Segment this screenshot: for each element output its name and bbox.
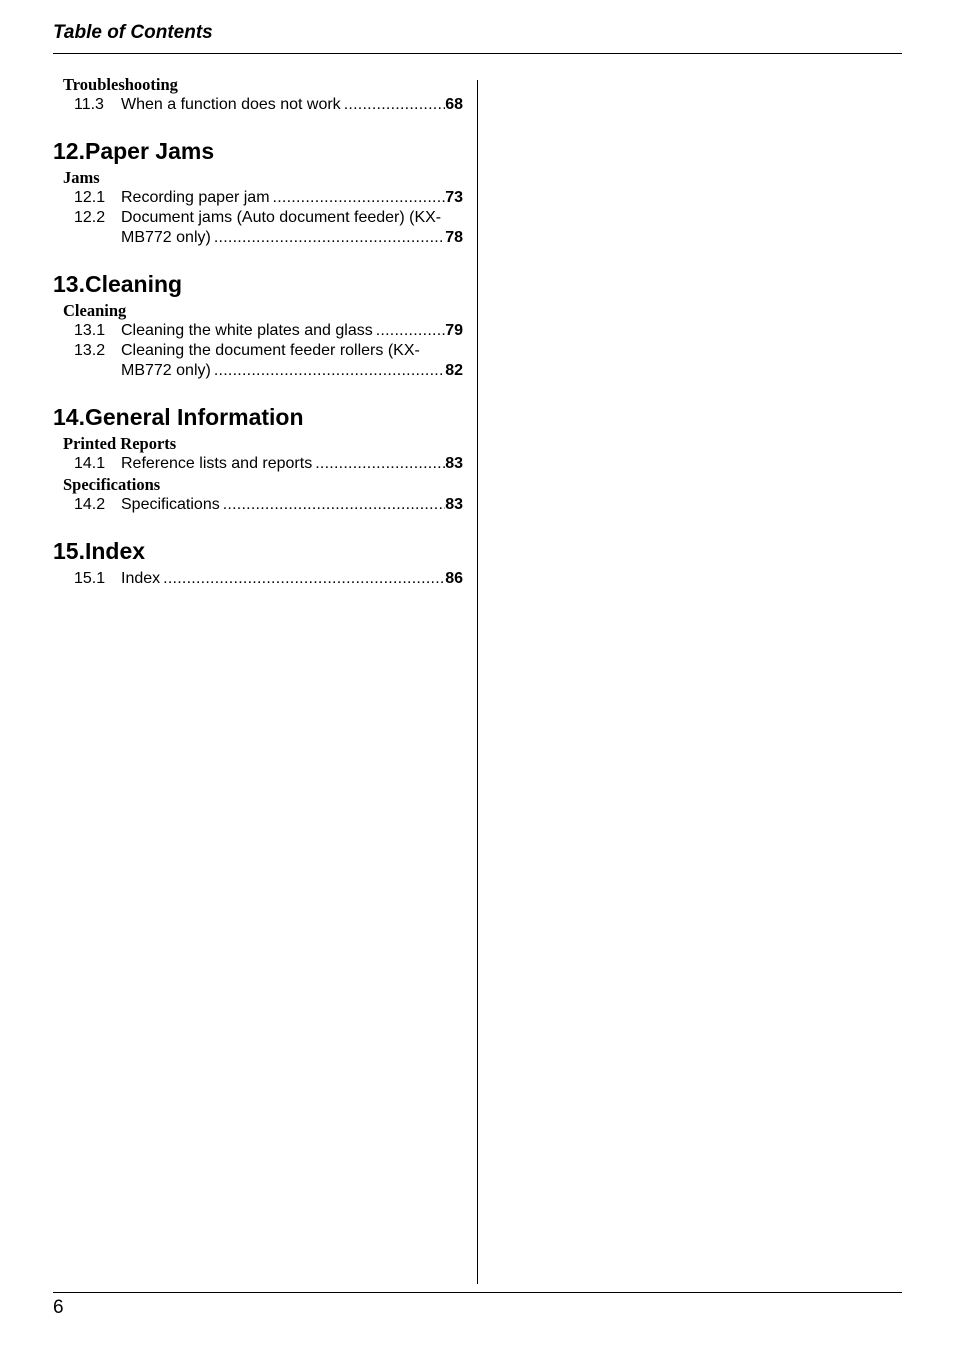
- toc-entry-page: 79: [445, 322, 463, 339]
- toc-group-title: Troubleshooting: [63, 75, 178, 94]
- toc-entry-label: When a function does not work: [121, 96, 341, 113]
- toc-entry-number: 14.1: [74, 455, 106, 472]
- toc-leader-dots: [373, 321, 445, 341]
- toc-group-title: Printed Reports: [63, 434, 177, 453]
- toc-group-troubleshooting: [53, 74, 463, 115]
- chapter-title: 14.General Information: [53, 404, 304, 430]
- header-rule: [53, 53, 902, 54]
- chapter-title: 15.Index: [53, 538, 146, 564]
- toc-entry-13-1[interactable]: [53, 321, 463, 341]
- toc-entry-page: 83: [445, 496, 463, 513]
- toc-entry-label: Cleaning the document feeder rollers (KX-: [121, 342, 420, 359]
- toc-leader-dots: [270, 188, 445, 208]
- toc-leader-dots: [211, 228, 445, 248]
- toc-entry-number: 12.2: [74, 209, 106, 226]
- footer-rule: [53, 1292, 902, 1293]
- toc-group-title: Jams: [63, 168, 100, 187]
- toc-entry-number: 15.1: [74, 570, 106, 587]
- toc-entry-page: 73: [445, 189, 463, 206]
- toc-chapter-15: [53, 537, 463, 589]
- toc-entry-14-2[interactable]: [53, 495, 463, 515]
- toc-entry-12-1[interactable]: [53, 188, 463, 208]
- toc-entry-page: 78: [445, 229, 463, 246]
- table-of-contents: [53, 74, 463, 589]
- toc-chapter-14: [53, 403, 463, 515]
- toc-leader-dots: [220, 495, 445, 515]
- page-header-title: Table of Contents: [53, 22, 213, 43]
- toc-chapter-12: [53, 137, 463, 248]
- toc-leader-dots: [160, 569, 445, 589]
- column-divider: [477, 80, 478, 1284]
- toc-entry-number: 13.2: [74, 342, 106, 359]
- chapter-title: 12.Paper Jams: [53, 138, 215, 164]
- toc-entry-page: 82: [445, 362, 463, 379]
- toc-entry-page: 86: [445, 570, 463, 587]
- toc-entry-13-2[interactable]: [53, 341, 463, 381]
- toc-entry-12-2[interactable]: [53, 208, 463, 248]
- toc-entry-number: 11.3: [74, 96, 104, 113]
- toc-entry-page: 83: [445, 455, 463, 472]
- page-number: 6: [53, 1297, 64, 1318]
- toc-entry-label: Cleaning the white plates and glass: [121, 322, 373, 339]
- toc-leader-dots: [211, 361, 445, 381]
- toc-chapter-13: [53, 270, 463, 381]
- toc-leader-dots: [341, 95, 445, 115]
- toc-entry-label: Recording paper jam: [121, 189, 270, 206]
- toc-entry-page: 68: [445, 96, 463, 113]
- toc-entry-15-1[interactable]: [53, 569, 463, 589]
- toc-entry-label: Document jams (Auto document feeder) (KX-: [121, 209, 442, 226]
- toc-group-title: Specifications: [63, 475, 161, 494]
- toc-entry-11-3[interactable]: [53, 95, 463, 115]
- toc-entry-number: 14.2: [74, 496, 106, 513]
- toc-entry-label-continued: MB772 only): [121, 229, 211, 246]
- toc-leader-dots: [312, 454, 445, 474]
- toc-entry-label: Index: [121, 570, 161, 587]
- toc-entry-label: Specifications: [121, 496, 220, 513]
- toc-entry-label: Reference lists and reports: [121, 455, 313, 472]
- toc-entry-number: 12.1: [74, 189, 106, 206]
- toc-entry-label-continued: MB772 only): [121, 362, 211, 379]
- toc-entry-number: 13.1: [74, 322, 106, 339]
- toc-group-title: Cleaning: [63, 301, 127, 320]
- chapter-title: 13.Cleaning: [53, 271, 183, 297]
- toc-entry-14-1[interactable]: [53, 454, 463, 474]
